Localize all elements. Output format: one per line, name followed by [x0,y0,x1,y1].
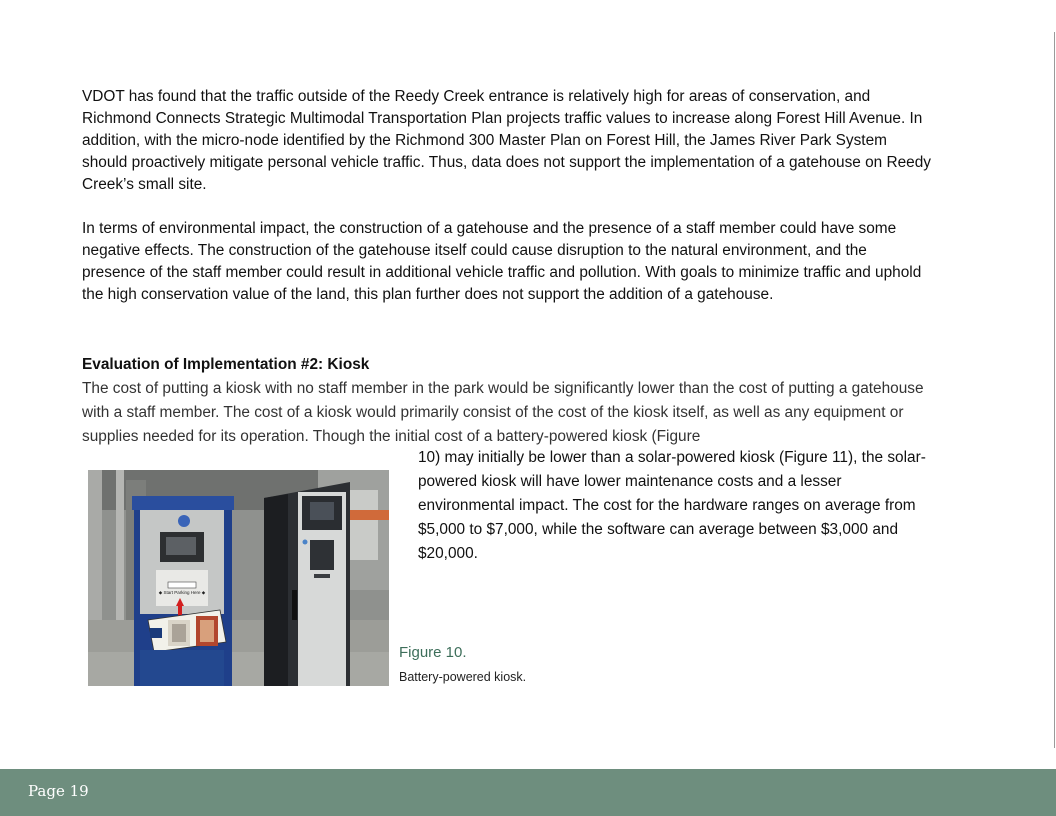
paragraph-environmental-impact: In terms of environmental impact, the construction of a gatehouse and the presence of a staff member could have some negative effects. The construction of the gatehouse itself could cause disruption to the natural environment, and the presence of the staff member could result in additional vehicle traffic and pollution. With goals to minimize traffic and uphold the high conservation value of the land, this plan further does not support the addition of a gatehouse. [82,220,922,303]
page-number: Page 19 [28,782,89,800]
section-heading-kiosk: Evaluation of Implementation #2: Kiosk [82,356,370,373]
kiosk-sign-text: ◆ Start Parking Here ◆ [158,590,206,595]
page-footer [0,769,1056,816]
figure-caption: Battery-powered kiosk. [399,670,527,684]
right-margin-rule [1054,32,1055,748]
battery-powered-kiosk-photo [88,470,389,686]
paragraph-kiosk-cost: The cost of putting a kiosk with no staff member in the park would be significantly lower than the cost of putting a gatehouse with a staff member. The cost of a kiosk would primarily consist of the cost of the kiosk itself, as well as any equipment or supplies needed for its operation. Though the initial cost of a battery-powered kiosk (Figure [82,380,924,445]
paragraph-kiosk-cost-continued: 10) may initially be lower than a solar-powered kiosk (Figure 11), the solar-powered kiosk will have lower maintenance costs and a lesser environmental impact. The cost for the hardware ranges on average from $5,000 to $7,000, while the software can average between $3,000 and $20,000. [418,449,926,562]
paragraph-traffic: VDOT has found that the traffic outside of the Reedy Creek entrance is relatively high for areas of conservation, and Richmond Connects Strategic Multimodal Transportation Plan projects traffic values to increase along Forest Hill Avenue. In addition, with the micro-node identified by the Richmond 300 Master Plan on Forest Hill, the James River Park System should proactively mitigate personal vehicle traffic. Thus, data does not support the implementation of a gatehouse on Reedy Creek’s small site. [82,88,931,193]
figure-label: Figure 10. [399,644,467,661]
